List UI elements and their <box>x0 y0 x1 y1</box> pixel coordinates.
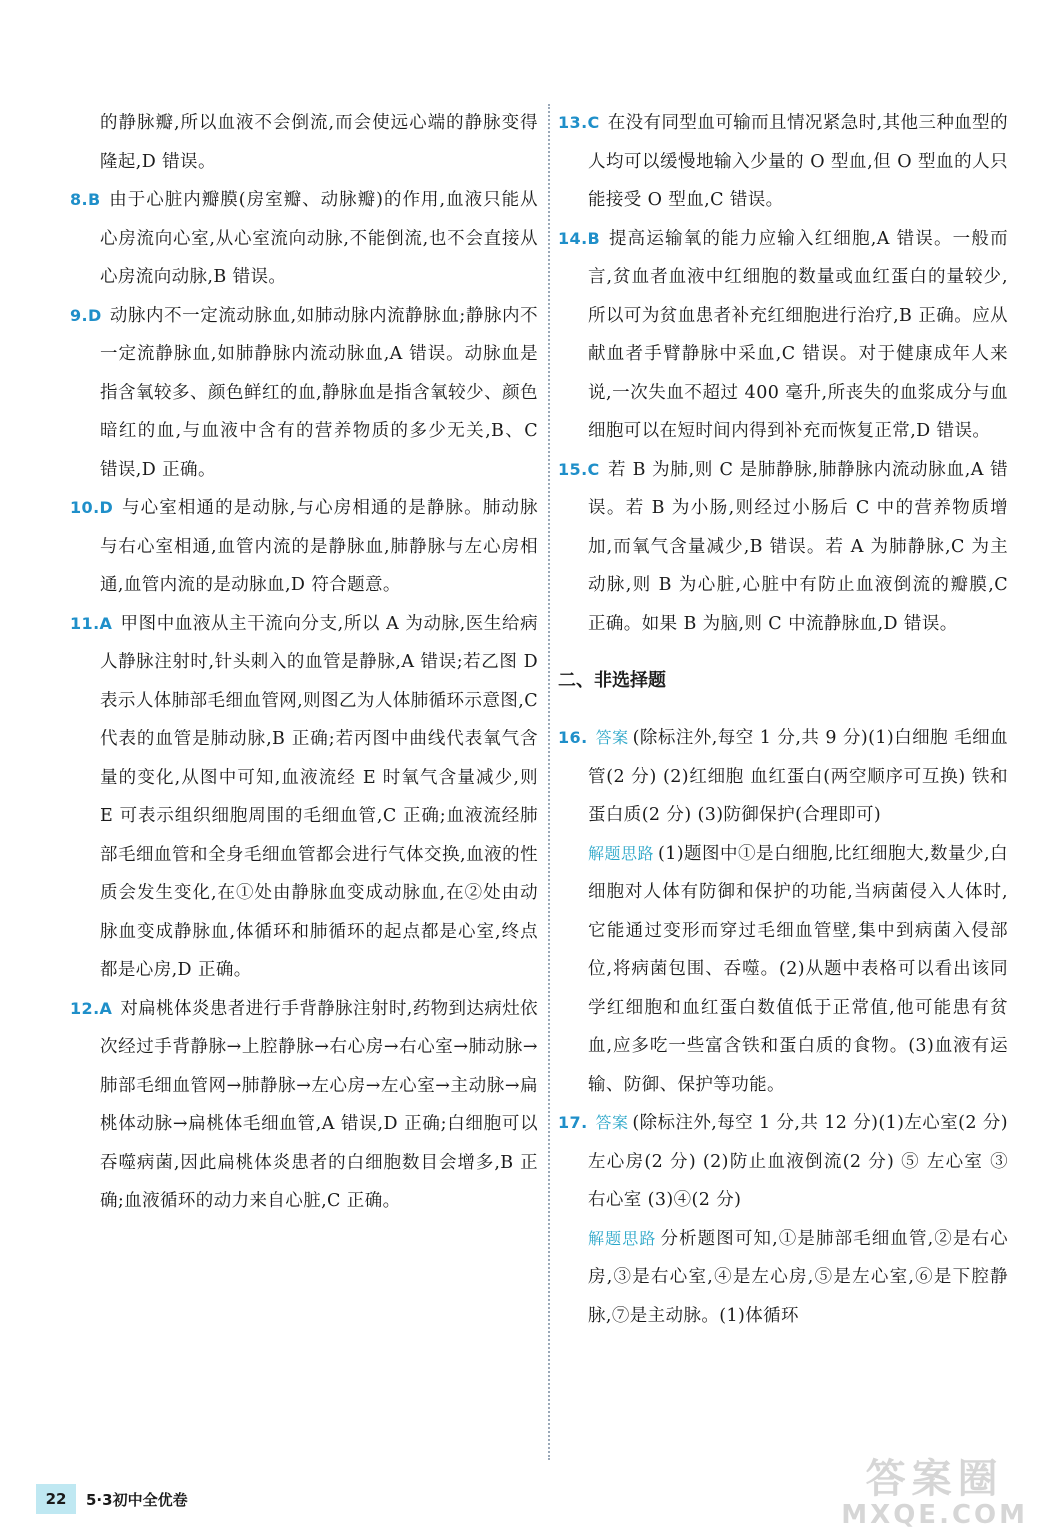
page-footer <box>36 1484 188 1514</box>
left-column <box>70 104 538 1221</box>
answer-item <box>558 451 1008 644</box>
answer-tag: 答案 <box>595 1113 629 1132</box>
question-number: 11.A <box>70 613 113 633</box>
column-divider <box>548 104 550 1460</box>
watermark-logo <box>841 1457 1028 1530</box>
answer-text: 甲图中血液从主干流向分支,所以 A 为动脉,医生给病人静脉注射时,针头刺入的血管是静脉,A 错误;若乙图 D 表示人体肺部毛细血管网,则图乙为人体肺循环示意图,C 代表的血管是肺动脉,B 正确;若丙图中曲线代表氧气含量的变化,从图中可知,血液流经 E 时氧气含量减少,则 E 可表示组织细胞周围的毛细血管,C 正确;血液流经肺部毛细血管和全身毛细血管都会进行气体交换,血液的性质会发生变化,在①处由静脉血变成动脉血,在②处由动脉血变成静脉血,体循环和肺循环的起点都是心室,终点都是心房,D 正确。 <box>100 613 538 980</box>
question-number: 12.A <box>70 998 113 1018</box>
question-number: 9.D <box>70 305 102 325</box>
answer-item <box>70 990 538 1221</box>
right-column <box>558 104 1008 1335</box>
answer-item <box>70 489 538 605</box>
answer-text: 对扁桃体炎患者进行手背静脉注射时,药物到达病灶依次经过手背静脉→上腔静脉→右心房→右心室→肺动脉→肺部毛细血管网→肺静脉→左心房→左心室→主动脉→扁桃体动脉→扁桃体毛细血管,A 错误,D 正确;白细胞可以吞噬病菌,因此扁桃体炎患者的白细胞数目会增多,B 正确;血液循环的动力来自心脏,C 正确。 <box>100 998 538 1211</box>
answer-item <box>558 1104 1008 1220</box>
section-heading: 二、非选择题 <box>558 670 666 691</box>
answer-text: (除标注外,每空 1 分,共 9 分)(1)白细胞 毛细血管(2 分) (2)红细胞 血红蛋白(两空顺序可互换) 铁和蛋白质(2 分) (3)防御保护(合理即可) <box>588 728 1009 825</box>
analysis-tag: 解题思路 <box>588 843 654 863</box>
answer-item <box>558 104 1008 220</box>
answer-text: 动脉内不一定流动脉血,如肺动脉内流静脉血;静脉内不一定流静脉血,如肺静脉内流动脉血,A 错误。动脉血是指含氧较多、颜色鲜红的血,静脉血是指含氧较少、颜色暗红的血,与血液中含有的营养物质的多少无关,B、C 错误,D 正确。 <box>100 305 538 480</box>
continued-paragraph: 的静脉瓣,所以血液不会倒流,而会使远心端的静脉变得隆起,D 错误。 <box>100 113 538 172</box>
answer-item <box>558 220 1008 451</box>
question-number: 8.B <box>70 190 101 209</box>
analysis-text: 分析题图可知,①是肺部毛细血管,②是右心房,③是右心室,④是左心房,⑤是左心室,⑥是下腔静脉,⑦是主动脉。(1)体循环 <box>588 1228 1008 1326</box>
question-number: 16. <box>558 728 588 747</box>
answer-text: 提高运输氧的能力应输入红细胞,A 错误。一般而言,贫血者血液中红细胞的数量或血红蛋白的量较少,所以可为贫血患者补充红细胞进行治疗,B 正确。应从献血者手臂静脉中采血,C 错误。对于健康成年人来说,一次失血不超过 400 毫升,所丧失的血浆成分与血细胞可以在短时间内得到补充而恢复正常,D 错误。 <box>588 228 1008 441</box>
answer-item <box>70 181 538 297</box>
answer-text: 若 B 为肺,则 C 是肺静脉,肺静脉内流动脉血,A 错误。若 B 为小肠,则经过小肠后 C 中的营养物质增加,而氧气含量减少,B 错误。若 A 为肺静脉,C 为主动脉,则 B 为心脏,心脏中有防止血液倒流的瓣膜,C 正确。如果 B 为脑,则 C 中流静脉血,D 错误。 <box>588 459 1008 634</box>
answer-item <box>70 297 538 490</box>
analysis-block <box>558 1220 1008 1336</box>
question-number: 17. <box>558 1113 588 1132</box>
analysis-tag: 解题思路 <box>588 1228 657 1248</box>
answer-text: 由于心脏内瓣膜(房室瓣、动脉瓣)的作用,血液只能从心房流向心室,从心室流向动脉,不能倒流,也不会直接从心房流向动脉,B 错误。 <box>100 190 538 287</box>
answer-item <box>70 605 538 990</box>
answer-item <box>558 719 1008 835</box>
answer-text: 在没有同型血可输而且情况紧急时,其他三种血型的人均可以缓慢地输入少量的 O 型血,但 O 型血的人只能接受 O 型血,C 错误。 <box>588 113 1008 210</box>
question-number: 14.B <box>558 228 601 248</box>
question-number: 15.C <box>558 459 600 479</box>
answer-text: 与心室相通的是动脉,与心房相通的是静脉。肺动脉与右心室相通,血管内流的是静脉血,肺静脉与左心房相通,血管内流的是动脉血,D 符合题意。 <box>100 498 538 595</box>
watermark-line2: MXQE.COM <box>841 1500 1028 1531</box>
book-brand: 5·3初中全优卷 <box>86 1490 188 1509</box>
analysis-block <box>558 835 1008 1105</box>
question-number: 10.D <box>70 498 114 517</box>
question-number: 13.C <box>558 113 600 132</box>
answer-tag: 答案 <box>595 728 629 747</box>
page-number: 22 <box>36 1484 76 1514</box>
watermark-line1: 答案圈 <box>865 1456 1004 1503</box>
analysis-text: (1)题图中①是白细胞,比红细胞大,数量少,白细胞对人体有防御和保护的功能,当病菌侵入人体时,它能通过变形而穿过毛细血管壁,集中到病菌入侵部位,将病菌包围、吞噬。(2)从题中表格可以看出该同学红细胞和血红蛋白数值低于正常值,他可能患有贫血,应多吃一些富含铁和蛋白质的食物。(3)血液有运输、防御、保护等功能。 <box>588 843 1008 1095</box>
answer-text: (除标注外,每空 1 分,共 12 分)(1)左心室(2 分) 左心房(2 分) (2)防止血液倒流(2 分) ⑤ 左心室 ③ 右心室 (3)④(2 分) <box>588 1113 1008 1210</box>
